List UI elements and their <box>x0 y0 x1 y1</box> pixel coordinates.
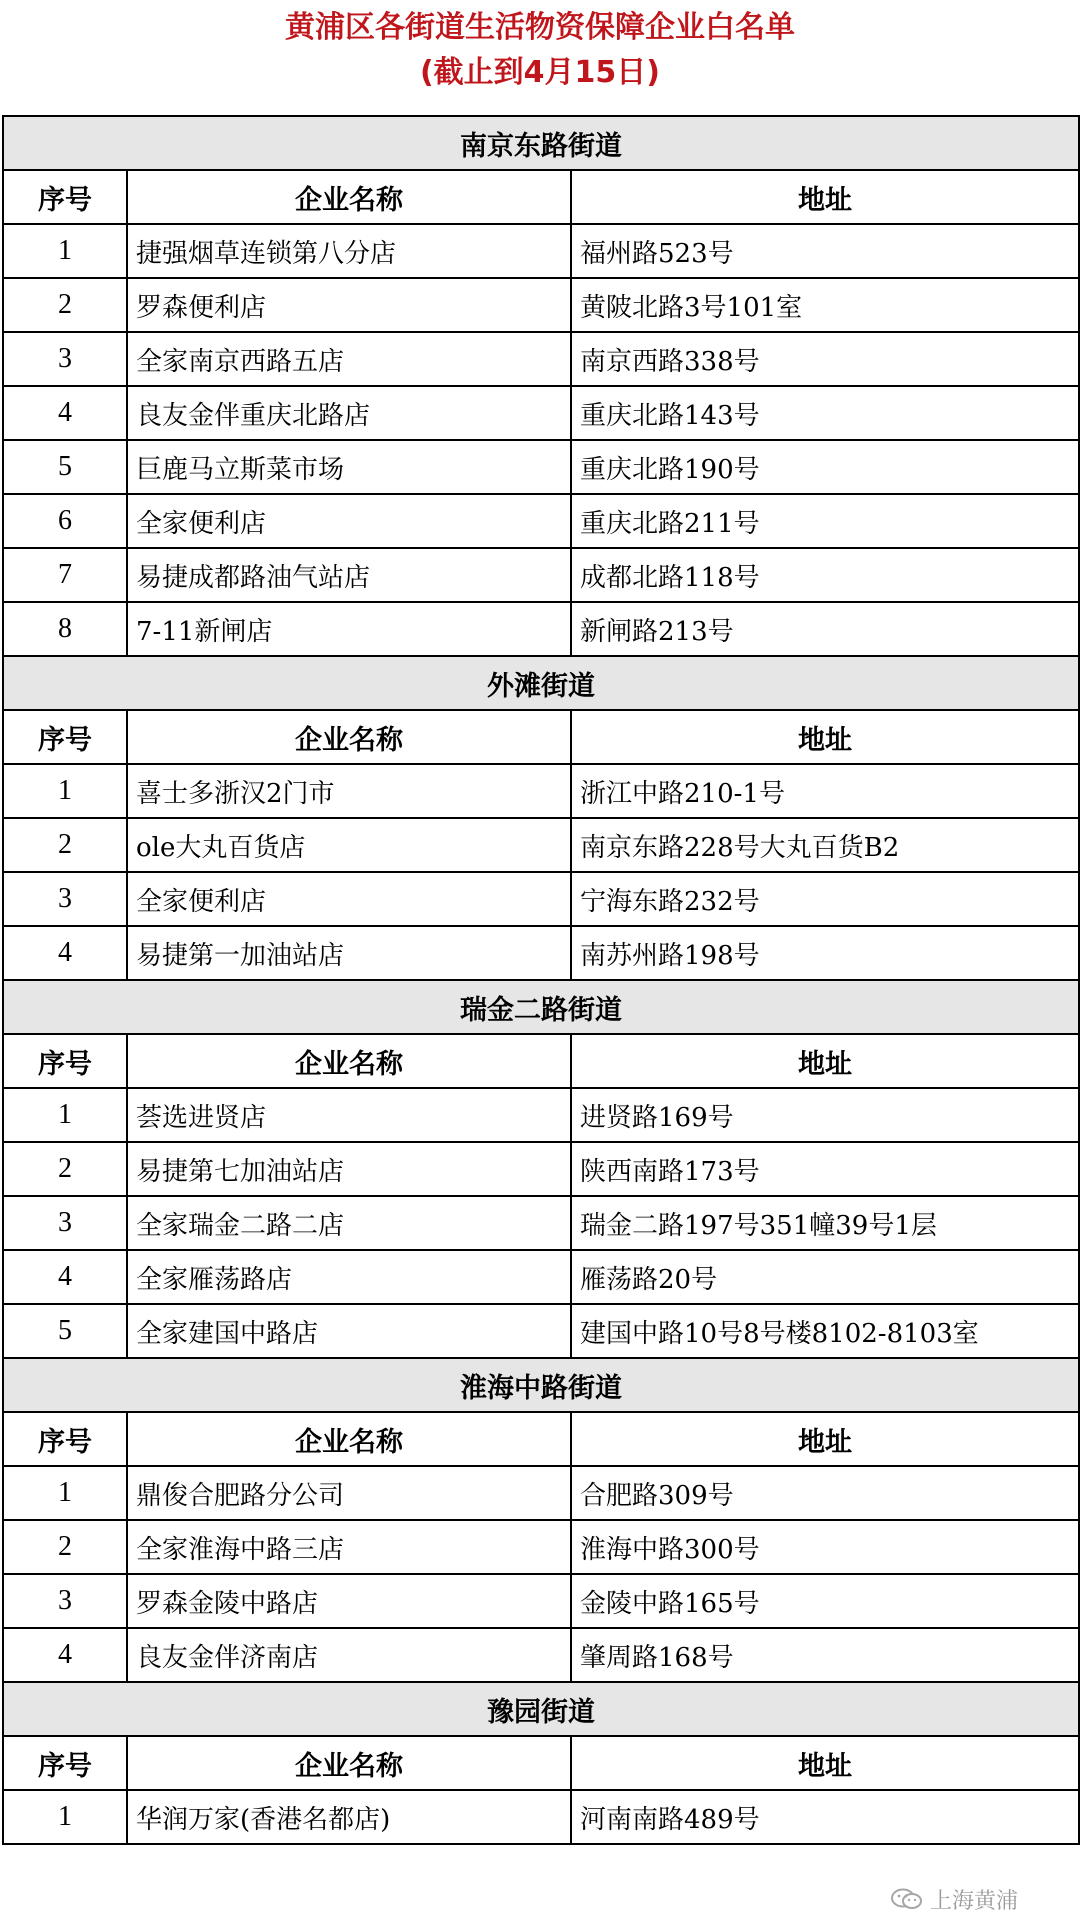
column-header-row <box>3 710 1079 764</box>
table-row <box>3 926 1079 980</box>
company-address: 肇周路168号 <box>571 1628 1079 1682</box>
whitelist-table-container <box>2 115 1078 1845</box>
section-title: 豫园街道 <box>3 1682 1079 1736</box>
company-address: 浙江中路210-1号 <box>571 764 1079 818</box>
column-header-name: 企业名称 <box>127 1736 571 1790</box>
whitelist-table-body <box>3 116 1079 1844</box>
company-address: 南京东路228号大丸百货B2 <box>571 818 1079 872</box>
column-header-address: 地址 <box>571 1412 1079 1466</box>
row-index: 4 <box>3 1250 127 1304</box>
company-address: 进贤路169号 <box>571 1088 1079 1142</box>
company-address: 成都北路118号 <box>571 548 1079 602</box>
company-name: 喜士多浙汉2门市 <box>127 764 571 818</box>
row-index: 1 <box>3 764 127 818</box>
company-name: 7-11新闸店 <box>127 602 571 656</box>
company-name: 罗森金陵中路店 <box>127 1574 571 1628</box>
company-name: 巨鹿马立斯菜市场 <box>127 440 571 494</box>
row-index: 3 <box>3 332 127 386</box>
section-title: 淮海中路街道 <box>3 1358 1079 1412</box>
row-index: 4 <box>3 926 127 980</box>
table-row <box>3 1790 1079 1844</box>
row-index: 1 <box>3 1088 127 1142</box>
column-header-address: 地址 <box>571 170 1079 224</box>
row-index: 4 <box>3 1628 127 1682</box>
company-address: 陕西南路173号 <box>571 1142 1079 1196</box>
table-row <box>3 332 1079 386</box>
section-title: 外滩街道 <box>3 656 1079 710</box>
column-header-name: 企业名称 <box>127 1034 571 1088</box>
table-row <box>3 224 1079 278</box>
row-index: 1 <box>3 1790 127 1844</box>
company-name: 荟选进贤店 <box>127 1088 571 1142</box>
company-address: 福州路523号 <box>571 224 1079 278</box>
section-header-row <box>3 116 1079 170</box>
watermark-text: 上海黄浦 <box>930 1888 1019 1914</box>
company-address: 南苏州路198号 <box>571 926 1079 980</box>
table-row <box>3 548 1079 602</box>
row-index: 2 <box>3 278 127 332</box>
page-subtitle: (截止到4月15日) <box>419 55 661 90</box>
table-row <box>3 440 1079 494</box>
company-address: 南京西路338号 <box>571 332 1079 386</box>
company-name: 鼎俊合肥路分公司 <box>127 1466 571 1520</box>
column-header-row <box>3 1736 1079 1790</box>
company-name: 全家南京西路五店 <box>127 332 571 386</box>
company-address: 重庆北路143号 <box>571 386 1079 440</box>
table-row <box>3 872 1079 926</box>
company-name: 良友金伴重庆北路店 <box>127 386 571 440</box>
page-header <box>0 0 1080 114</box>
column-header-row <box>3 170 1079 224</box>
table-row <box>3 764 1079 818</box>
column-header-name: 企业名称 <box>127 710 571 764</box>
table-row <box>3 1088 1079 1142</box>
company-name: 全家瑞金二路二店 <box>127 1196 571 1250</box>
row-index: 3 <box>3 1574 127 1628</box>
row-index: 1 <box>3 224 127 278</box>
column-header-row <box>3 1412 1079 1466</box>
table-row <box>3 818 1079 872</box>
company-name: 捷强烟草连锁第八分店 <box>127 224 571 278</box>
company-address: 宁海东路232号 <box>571 872 1079 926</box>
company-address: 瑞金二路197号351幢39号1层 <box>571 1196 1079 1250</box>
table-row <box>3 1196 1079 1250</box>
table-row <box>3 602 1079 656</box>
wechat-icon <box>890 1887 924 1911</box>
table-row <box>3 1304 1079 1358</box>
company-name: ole大丸百货店 <box>127 818 571 872</box>
column-header-index: 序号 <box>3 1412 127 1466</box>
company-name: 全家便利店 <box>127 872 571 926</box>
section-header-row <box>3 980 1079 1034</box>
company-name: 全家淮海中路三店 <box>127 1520 571 1574</box>
row-index: 8 <box>3 602 127 656</box>
row-index: 7 <box>3 548 127 602</box>
section-header-row <box>3 656 1079 710</box>
section-header-row <box>3 1358 1079 1412</box>
table-row <box>3 386 1079 440</box>
column-header-index: 序号 <box>3 170 127 224</box>
company-address: 重庆北路190号 <box>571 440 1079 494</box>
row-index: 2 <box>3 818 127 872</box>
company-address: 淮海中路300号 <box>571 1520 1079 1574</box>
company-name: 全家雁荡路店 <box>127 1250 571 1304</box>
column-header-index: 序号 <box>3 1736 127 1790</box>
table-row <box>3 1250 1079 1304</box>
company-name: 良友金伴济南店 <box>127 1628 571 1682</box>
column-header-row <box>3 1034 1079 1088</box>
row-index: 1 <box>3 1466 127 1520</box>
company-name: 易捷第七加油站店 <box>127 1142 571 1196</box>
table-row <box>3 278 1079 332</box>
company-name: 全家建国中路店 <box>127 1304 571 1358</box>
column-header-address: 地址 <box>571 710 1079 764</box>
company-address: 合肥路309号 <box>571 1466 1079 1520</box>
row-index: 5 <box>3 1304 127 1358</box>
row-index: 3 <box>3 872 127 926</box>
company-name: 华润万家(香港名都店) <box>127 1790 571 1844</box>
row-index: 5 <box>3 440 127 494</box>
column-header-name: 企业名称 <box>127 170 571 224</box>
company-address: 黄陂北路3号101室 <box>571 278 1079 332</box>
row-index: 2 <box>3 1142 127 1196</box>
company-name: 全家便利店 <box>127 494 571 548</box>
column-header-index: 序号 <box>3 710 127 764</box>
company-address: 金陵中路165号 <box>571 1574 1079 1628</box>
watermark <box>890 1887 1019 1914</box>
table-row <box>3 1142 1079 1196</box>
column-header-address: 地址 <box>571 1736 1079 1790</box>
section-title: 南京东路街道 <box>3 116 1079 170</box>
table-row <box>3 494 1079 548</box>
column-header-address: 地址 <box>571 1034 1079 1088</box>
table-row <box>3 1574 1079 1628</box>
row-index: 3 <box>3 1196 127 1250</box>
company-address: 雁荡路20号 <box>571 1250 1079 1304</box>
column-header-name: 企业名称 <box>127 1412 571 1466</box>
column-header-index: 序号 <box>3 1034 127 1088</box>
company-name: 罗森便利店 <box>127 278 571 332</box>
section-header-row <box>3 1682 1079 1736</box>
row-index: 6 <box>3 494 127 548</box>
page-title: 黄浦区各街道生活物资保障企业白名单 <box>285 10 795 45</box>
row-index: 4 <box>3 386 127 440</box>
table-row <box>3 1520 1079 1574</box>
row-index: 2 <box>3 1520 127 1574</box>
section-title: 瑞金二路街道 <box>3 980 1079 1034</box>
company-address: 新闸路213号 <box>571 602 1079 656</box>
table-row <box>3 1466 1079 1520</box>
company-address: 河南南路489号 <box>571 1790 1079 1844</box>
company-address: 建国中路10号8号楼8102-8103室 <box>571 1304 1079 1358</box>
whitelist-table <box>2 115 1080 1845</box>
table-row <box>3 1628 1079 1682</box>
company-name: 易捷第一加油站店 <box>127 926 571 980</box>
company-address: 重庆北路211号 <box>571 494 1079 548</box>
company-name: 易捷成都路油气站店 <box>127 548 571 602</box>
